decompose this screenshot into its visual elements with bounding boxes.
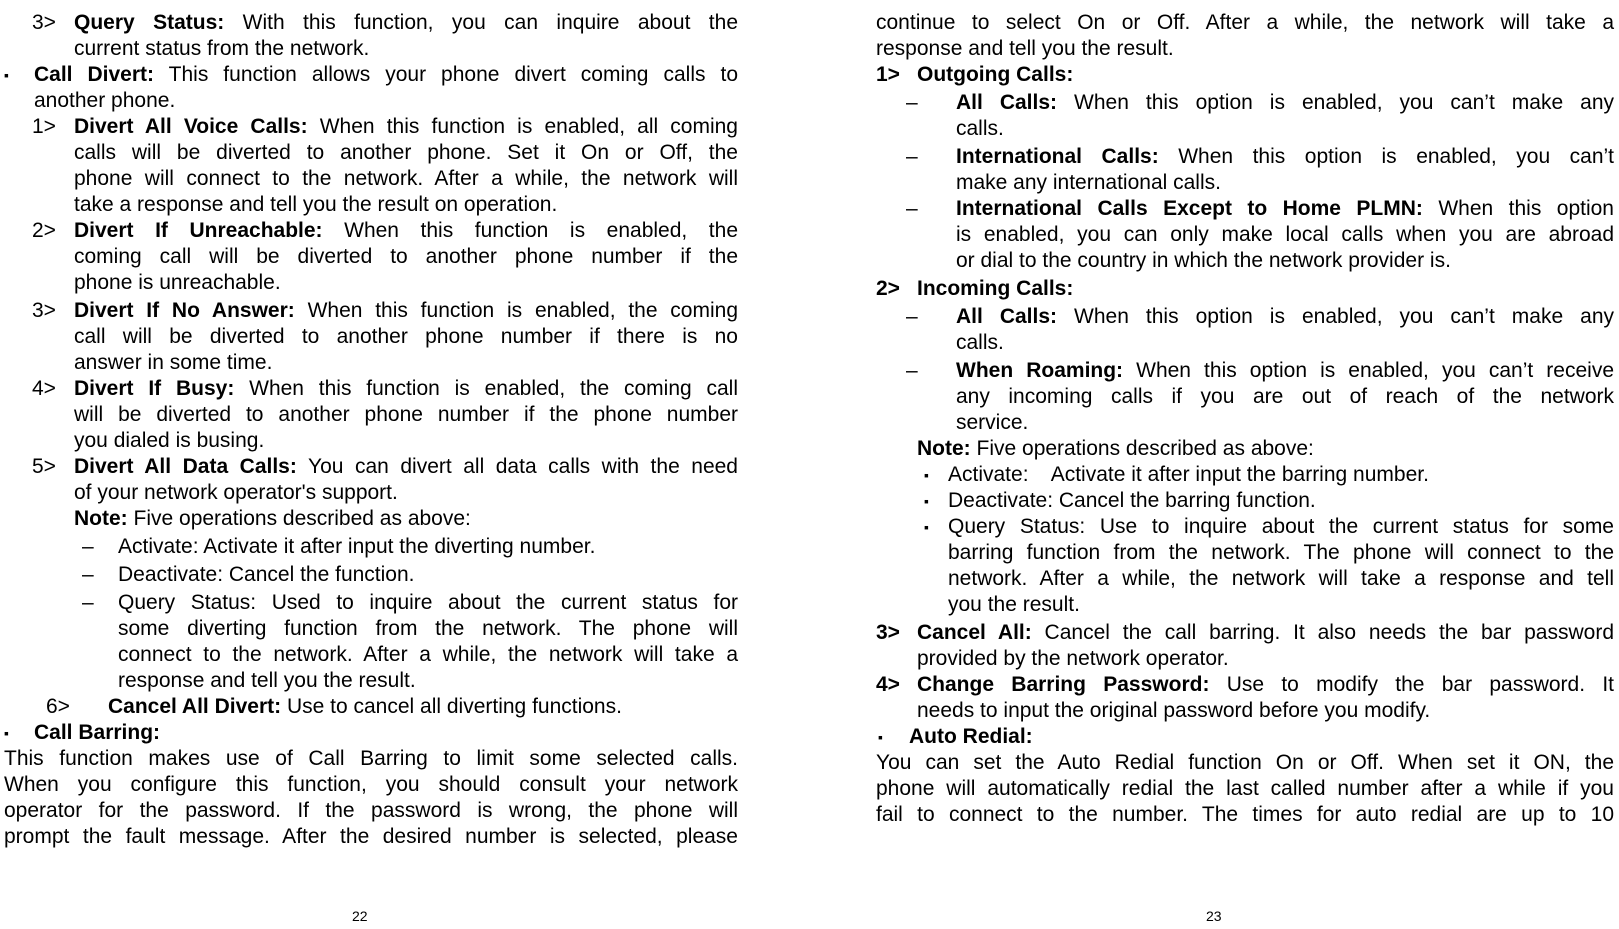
body-text: When this option is enabled, you can’t receive (1123, 359, 1614, 382)
body-text: When you configure this function, you should consult your network (4, 773, 738, 796)
body-text: When this option (1422, 197, 1614, 220)
text-line (118, 668, 738, 694)
body-text: calls will be diverted to another phone. Set it On or Off, the (74, 141, 738, 164)
text-line (74, 140, 738, 166)
bold-term: Call Barring: (34, 721, 161, 744)
body-text: current status from the network. (74, 37, 370, 60)
body-text: response and tell you the result. (118, 669, 416, 692)
text-line (956, 304, 1614, 330)
text-line (956, 248, 1614, 274)
bold-term: Outgoing Calls: (917, 63, 1074, 86)
text-line (118, 590, 738, 616)
text-line (74, 270, 738, 296)
text-line (74, 376, 738, 402)
text-line (74, 244, 738, 270)
square-bullet-icon: ▪ (924, 493, 929, 509)
body-text: you the result. (948, 593, 1080, 616)
body-text: phone will automatically redial the last called number after a while if you (876, 777, 1614, 800)
text-line (74, 402, 738, 428)
list-number: 3> (32, 11, 56, 34)
dash-bullet-icon: – (82, 563, 94, 586)
bold-term: International Calls Except to Home PLMN: (956, 197, 1423, 220)
text-line (74, 324, 738, 350)
text-line (956, 170, 1614, 196)
body-text: Query Status: Used to inquire about the current status for (118, 591, 738, 614)
list-number: 5> (32, 455, 56, 478)
page-number: 22 (352, 908, 368, 924)
body-text: Activate: Activate it after input the diverting number. (118, 535, 596, 558)
list-number: 4> (32, 377, 56, 400)
bold-term: When Roaming: (956, 359, 1124, 382)
list-number: 3> (32, 299, 56, 322)
bold-term: Divert If Unreachable: (74, 219, 323, 242)
text-line (74, 218, 738, 244)
bold-term: Auto Redial: (909, 725, 1033, 748)
body-text: Cancel the call barring. It also needs the bar password (1031, 621, 1614, 644)
text-line (948, 488, 1614, 514)
body-text: any incoming calls if you are out of reach of the network (956, 385, 1614, 408)
body-text: will be diverted to another phone number if the phone number (74, 403, 738, 426)
bold-term: Query Status: (74, 11, 225, 34)
body-text: When this function is enabled, the coming call (234, 377, 738, 400)
body-text: Use to modify the bar password. It (1209, 673, 1614, 696)
text-line (4, 798, 738, 824)
text-line (74, 298, 738, 324)
body-text: response and tell you the result. (876, 37, 1174, 60)
body-text: Five operations described as above: (127, 507, 471, 530)
body-text: answer in some time. (74, 351, 273, 374)
text-line (948, 514, 1614, 540)
body-text: prompt the fault message. After the desired number is selected, please (4, 825, 738, 848)
body-text: Activate: Activate it after input the barring number. (948, 463, 1429, 486)
text-line (74, 192, 738, 218)
text-line (956, 222, 1614, 248)
text-line (74, 114, 738, 140)
text-line (4, 746, 738, 772)
text-line (74, 480, 738, 506)
body-text: This function makes use of Call Barring to limit some selected calls. (4, 747, 738, 770)
text-line (876, 10, 1614, 36)
text-line (948, 592, 1614, 618)
bold-term: International Calls: (956, 145, 1159, 168)
text-line (956, 410, 1614, 436)
square-bullet-icon: ▪ (878, 729, 883, 745)
bold-term: Divert If Busy: (74, 377, 235, 400)
body-text: provided by the network operator. (917, 647, 1229, 670)
text-line (74, 36, 738, 62)
text-line (118, 562, 738, 588)
list-number: 3> (876, 621, 900, 644)
dash-bullet-icon: – (906, 197, 918, 220)
list-number: 6> (46, 695, 70, 718)
bold-term: Divert If No Answer: (74, 299, 295, 322)
bold-term: Note: (74, 507, 128, 530)
dash-bullet-icon: – (906, 305, 918, 328)
text-line (948, 462, 1614, 488)
body-text: calls. (956, 331, 1004, 354)
page-number: 23 (1206, 908, 1222, 924)
body-text: Deactivate: Cancel the barring function. (948, 489, 1316, 512)
text-line (956, 90, 1614, 116)
body-text: With this function, you can inquire about the (224, 11, 738, 34)
text-line (74, 506, 738, 532)
text-line (917, 62, 1614, 88)
body-text: another phone. (34, 89, 176, 112)
list-number: 2> (32, 219, 56, 242)
text-line (4, 772, 738, 798)
body-text: When this function is enabled, the (322, 219, 738, 242)
text-line (956, 116, 1614, 142)
body-text: Query Status: Use to inquire about the current status for some (948, 515, 1614, 538)
bold-term: Cancel All Divert: (108, 695, 282, 718)
body-text: Use to cancel all diverting functions. (281, 695, 622, 718)
square-bullet-icon: ▪ (924, 519, 929, 535)
body-text: make any international calls. (956, 171, 1221, 194)
body-text: needs to input the original password before you modify. (917, 699, 1431, 722)
bold-term: Call Divert: (34, 63, 155, 86)
text-line (4, 824, 738, 850)
bold-term: Divert All Voice Calls: (74, 115, 308, 138)
text-line (74, 350, 738, 376)
body-text: Five operations described as above: (970, 437, 1314, 460)
body-text: You can divert all data calls with the need (296, 455, 738, 478)
list-number: 1> (876, 63, 900, 86)
body-text: calls. (956, 117, 1004, 140)
body-text: you dialed is busing. (74, 429, 265, 452)
bold-term: Change Barring Password: (917, 673, 1210, 696)
text-line (917, 646, 1614, 672)
text-line (34, 62, 738, 88)
body-text: service. (956, 411, 1029, 434)
body-text: take a response and tell you the result on operation. (74, 193, 558, 216)
body-text: This function allows your phone divert coming calls to (154, 63, 738, 86)
body-text: When this option is enabled, you can’t make any (1057, 305, 1614, 328)
body-text: phone will connect to the network. After a while, the network will (74, 167, 738, 190)
body-text: network. After a while, the network will take a response and tell (948, 567, 1614, 590)
text-line (74, 428, 738, 454)
body-text: When this function is enabled, the coming (294, 299, 739, 322)
text-line (917, 276, 1614, 302)
body-text: is enabled, you can only make local calls when you are abroad (956, 223, 1614, 246)
dash-bullet-icon: – (906, 91, 918, 114)
square-bullet-icon: ▪ (4, 67, 9, 83)
text-line (956, 144, 1614, 170)
list-number: 2> (876, 277, 900, 300)
text-line (34, 88, 738, 114)
bold-term: Divert All Data Calls: (74, 455, 297, 478)
body-text: continue to select On or Off. After a while, the network will take a (876, 11, 1614, 34)
square-bullet-icon: ▪ (4, 725, 9, 741)
text-line (876, 750, 1614, 776)
list-number: 4> (876, 673, 900, 696)
page-22 (4, 0, 740, 924)
text-line (108, 694, 738, 720)
bold-term: Note: (917, 437, 971, 460)
bold-term: All Calls: (956, 305, 1058, 328)
text-line (956, 196, 1614, 222)
text-line (118, 642, 738, 668)
bold-term: Incoming Calls: (917, 277, 1074, 300)
text-line (948, 540, 1614, 566)
dash-bullet-icon: – (906, 359, 918, 382)
page-23 (876, 0, 1616, 924)
body-text: phone is unreachable. (74, 271, 281, 294)
text-line (917, 672, 1614, 698)
text-line (917, 698, 1614, 724)
text-line (118, 534, 738, 560)
body-text: coming call will be diverted to another phone number if the (74, 245, 738, 268)
body-text: When this function is enabled, all coming (307, 115, 738, 138)
body-text: When this option is enabled, you can’t (1158, 145, 1615, 168)
text-line (917, 436, 1614, 462)
square-bullet-icon: ▪ (924, 467, 929, 483)
body-text: When this option is enabled, you can’t make any (1057, 91, 1614, 114)
body-text: fail to connect to the number. The times for auto redial are up to 10 (876, 803, 1614, 826)
text-line (876, 36, 1614, 62)
text-line (34, 720, 738, 746)
body-text: of your network operator's support. (74, 481, 398, 504)
dash-bullet-icon: – (82, 591, 94, 614)
text-line (74, 166, 738, 192)
bold-term: Cancel All: (917, 621, 1032, 644)
dash-bullet-icon: – (82, 535, 94, 558)
body-text: or dial to the country in which the network provider is. (956, 249, 1451, 272)
text-line (956, 330, 1614, 356)
bold-term: All Calls: (956, 91, 1058, 114)
text-line (917, 620, 1614, 646)
text-line (956, 384, 1614, 410)
text-line (74, 10, 738, 36)
body-text: connect to the network. After a while, the network will take a (118, 643, 738, 666)
body-text: You can set the Auto Redial function On or Off. When set it ON, the (876, 751, 1614, 774)
body-text: call will be diverted to another phone number if there is no (74, 325, 738, 348)
dash-bullet-icon: – (906, 145, 918, 168)
list-number: 1> (32, 115, 56, 138)
body-text: operator for the password. If the password is wrong, the phone will (4, 799, 738, 822)
text-line (74, 454, 738, 480)
text-line (956, 358, 1614, 384)
text-line (909, 724, 1609, 750)
text-line (118, 616, 738, 642)
body-text: Deactivate: Cancel the function. (118, 563, 415, 586)
text-line (948, 566, 1614, 592)
body-text: barring function from the network. The phone will connect to the (948, 541, 1614, 564)
text-line (876, 776, 1614, 802)
body-text: some diverting function from the network. The phone will (118, 617, 738, 640)
text-line (876, 802, 1614, 828)
